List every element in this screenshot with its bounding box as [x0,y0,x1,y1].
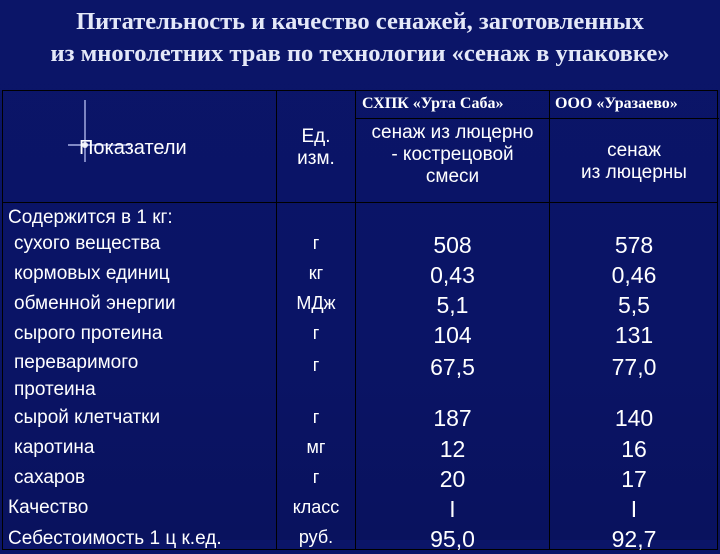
slide-title [0,6,720,70]
row-label-line2: протеина [14,379,96,400]
row-value-mix: 187 [433,405,472,431]
header-col-mix-line1: сенаж из люцерно [371,122,534,143]
header-col-alfalfa [550,140,718,184]
header-indicators: Показатели [79,137,187,159]
row-label: кормовых единиц [14,263,170,284]
row-value-alfalfa: 140 [614,405,654,431]
row-value-mix: 95,0 [430,526,475,552]
row-label: каротина [14,437,95,458]
header-unit-line1: Ед. [301,126,331,147]
org-header-rule [355,118,719,119]
row-value-mix: 0,43 [430,262,475,288]
row-unit: кг [308,263,324,283]
row-value-alfalfa: 131 [614,322,654,348]
row-unit: г [312,407,320,427]
row-value-mix: 104 [433,322,472,348]
row-value-mix: 67,5 [430,354,475,380]
section-label: Содержится в 1 кг: [8,207,173,228]
header-col-mix-line3: смеси [425,166,480,187]
row-unit: мг [306,437,326,457]
row-unit: г [312,323,320,343]
row-value-alfalfa: 16 [621,436,647,462]
row-label: сырой клетчатки [14,407,161,428]
row-unit: г [312,467,320,487]
row-unit: г [312,355,320,375]
title-line-1: Питательность и качество сенажей, заготовленных [76,8,644,35]
row-unit: класс [292,497,340,517]
row-value-mix: 12 [439,436,466,462]
org-urta-saba: СХПК «Урта Саба» [362,95,504,112]
row-value-mix: I [449,496,456,522]
row-value-mix: 508 [433,232,472,258]
header-unit [278,126,354,170]
row-label-line1: переваримого [14,352,139,373]
row-value-alfalfa: 17 [621,466,647,492]
row-unit: руб. [298,527,334,547]
header-col-alfalfa-line1: сенаж [607,140,661,161]
row-value-mix: 20 [439,466,466,492]
header-col-mix [356,122,549,188]
row-label: обменной энергии [14,293,176,314]
org-urazaevo: ООО «Уразаево» [555,95,678,112]
title-line-2: из многолетних трав по технологии «сенаж в упаковке» [50,40,670,67]
row-label [14,349,138,403]
row-value-alfalfa: 92,7 [611,526,657,552]
header-col-alfalfa-line2: из люцерны [581,162,687,183]
divider-indicators [276,90,277,550]
row-value-alfalfa: 0,46 [611,262,657,288]
row-value-mix: 5,1 [436,292,469,318]
row-unit: г [312,233,320,253]
row-value-alfalfa: 77,0 [611,354,657,380]
row-value-alfalfa: I [630,496,638,522]
row-label: Качество [8,497,89,518]
row-value-alfalfa: 578 [614,232,654,258]
header-col-mix-line2: - кострецовой [391,144,514,165]
row-label: Себестоимость 1 ц к.ед. [8,528,222,549]
row-label: сухого вещества [14,233,161,254]
header-unit-line2: изм. [297,148,335,169]
row-unit: МДж [296,293,336,313]
row-label: сахаров [14,467,86,488]
row-label: сырого протеина [14,323,163,344]
row-value-alfalfa: 5,5 [618,292,650,318]
